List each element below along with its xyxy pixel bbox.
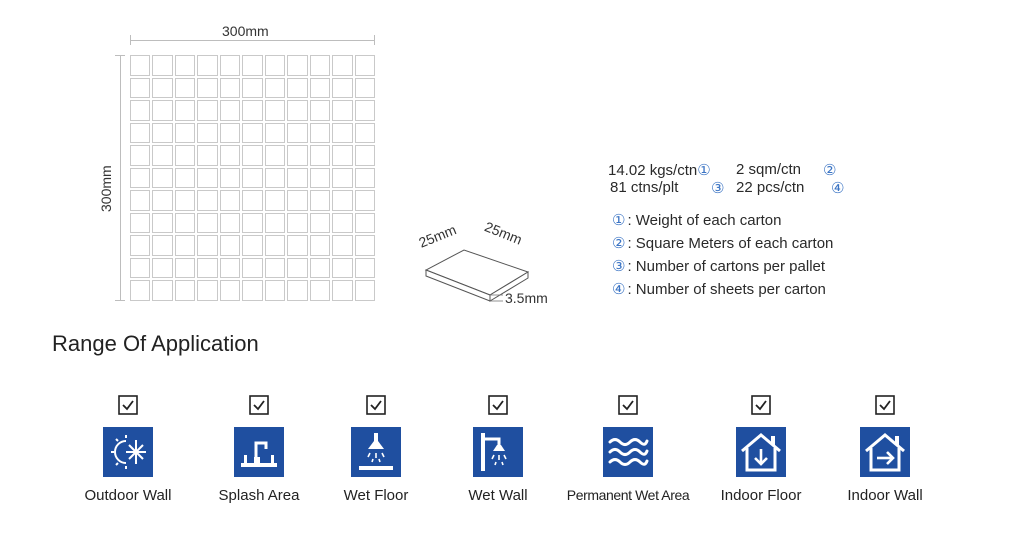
spec-sheets-per-carton: 22 pcs/ctn — [736, 179, 805, 196]
mosaic-chip — [287, 213, 307, 234]
mosaic-chip — [197, 235, 217, 256]
mosaic-chip — [332, 258, 352, 279]
application-label: Wet Wall — [468, 487, 528, 504]
mosaic-chip — [175, 235, 195, 256]
tile-height-label: 300mm — [98, 165, 114, 212]
mosaic-chip — [242, 213, 262, 234]
snowflake-sun-icon — [103, 427, 153, 477]
mosaic-chip — [355, 280, 375, 301]
mosaic-chip — [175, 280, 195, 301]
mosaic-chip — [197, 168, 217, 189]
legend-item: ② : Square Meters of each carton — [612, 235, 834, 252]
dimension-tick — [374, 35, 375, 45]
mosaic-chip — [130, 145, 150, 166]
mosaic-chip — [265, 258, 285, 279]
mosaic-chip — [152, 145, 172, 166]
mosaic-chip — [355, 123, 375, 144]
waves-icon — [603, 427, 653, 477]
mosaic-chip — [197, 190, 217, 211]
mosaic-chip — [130, 280, 150, 301]
mosaic-chip — [242, 145, 262, 166]
mosaic-chip — [130, 258, 150, 279]
mosaic-chip — [242, 100, 262, 121]
mosaic-chip — [130, 55, 150, 76]
mosaic-chip — [130, 100, 150, 121]
application-wet-floor — [311, 395, 441, 504]
mosaic-chip — [152, 190, 172, 211]
application-label: Outdoor Wall — [84, 487, 172, 504]
mosaic-chip — [355, 258, 375, 279]
section-title: Range Of Application — [52, 331, 259, 356]
mosaic-chip — [220, 145, 240, 166]
mosaic-chip — [242, 190, 262, 211]
mosaic-chip — [242, 78, 262, 99]
mosaic-chip — [265, 100, 285, 121]
mosaic-chip — [332, 280, 352, 301]
mosaic-chip — [310, 213, 330, 234]
legend-item: ④ : Number of sheets per carton — [612, 281, 826, 298]
dimension-tick — [115, 55, 125, 56]
shower-floor-icon — [351, 427, 401, 477]
mosaic-chip — [152, 280, 172, 301]
mosaic-chip — [197, 258, 217, 279]
mosaic-chip — [152, 258, 172, 279]
mosaic-chip — [332, 123, 352, 144]
mosaic-chip — [242, 280, 262, 301]
mosaic-chip — [152, 123, 172, 144]
house-right-icon — [860, 427, 910, 477]
mosaic-chip — [197, 78, 217, 99]
dimension-line-left — [120, 55, 121, 301]
mosaic-chip — [287, 190, 307, 211]
mosaic-chip — [310, 78, 330, 99]
mosaic-chip — [265, 145, 285, 166]
mosaic-chip — [220, 213, 240, 234]
marker-2: ② — [823, 162, 837, 179]
mosaic-chip — [310, 258, 330, 279]
application-outdoor-wall — [63, 395, 193, 504]
mosaic-chip — [242, 123, 262, 144]
checked-checkbox-icon — [249, 395, 269, 415]
mosaic-chip — [265, 235, 285, 256]
mosaic-chip — [287, 78, 307, 99]
application-label: Indoor Floor — [720, 487, 802, 504]
mosaic-chip — [220, 123, 240, 144]
mosaic-chip — [130, 235, 150, 256]
mosaic-chip — [265, 55, 285, 76]
marker-3: ③ — [711, 180, 725, 197]
spec-area: 2 sqm/ctn — [736, 161, 802, 178]
mosaic-chip — [355, 100, 375, 121]
wall-shower-icon — [473, 427, 523, 477]
mosaic-chip — [175, 168, 195, 189]
mosaic-chip — [152, 168, 172, 189]
mosaic-chip — [220, 280, 240, 301]
mosaic-chip — [332, 78, 352, 99]
mosaic-chip — [332, 168, 352, 189]
mosaic-chip — [220, 78, 240, 99]
checked-checkbox-icon — [366, 395, 386, 415]
checked-checkbox-icon — [751, 395, 771, 415]
mosaic-chip — [287, 235, 307, 256]
mosaic-chip — [220, 235, 240, 256]
chip-thickness-label: 3.5mm — [505, 290, 548, 306]
mosaic-chip — [310, 280, 330, 301]
application-label: Wet Floor — [343, 487, 409, 504]
marker-1: ① — [697, 162, 711, 179]
mosaic-chip — [310, 168, 330, 189]
mosaic-chip — [175, 145, 195, 166]
mosaic-chip — [175, 258, 195, 279]
mosaic-chip — [332, 55, 352, 76]
application-splash-area — [194, 395, 324, 504]
mosaic-chip — [220, 168, 240, 189]
checked-checkbox-icon — [488, 395, 508, 415]
mosaic-chip — [310, 235, 330, 256]
mosaic-chip — [220, 55, 240, 76]
dimension-tick — [130, 35, 131, 45]
mosaic-chip — [355, 78, 375, 99]
mosaic-chip — [332, 145, 352, 166]
mosaic-chip — [220, 258, 240, 279]
faucet-icon — [234, 427, 284, 477]
mosaic-chip — [310, 55, 330, 76]
mosaic-chip — [355, 213, 375, 234]
mosaic-chip — [310, 123, 330, 144]
checked-checkbox-icon — [618, 395, 638, 415]
mosaic-chip — [242, 258, 262, 279]
mosaic-chip — [175, 100, 195, 121]
mosaic-chip — [220, 190, 240, 211]
mosaic-chip — [265, 213, 285, 234]
mosaic-chip — [175, 213, 195, 234]
mosaic-chip — [242, 55, 262, 76]
mosaic-chip — [175, 190, 195, 211]
checked-checkbox-icon — [118, 395, 138, 415]
mosaic-chip — [287, 100, 307, 121]
mosaic-chip — [265, 280, 285, 301]
mosaic-chip — [265, 78, 285, 99]
mosaic-chip — [287, 168, 307, 189]
mosaic-chip — [265, 190, 285, 211]
spec-cartons-per-pallet: 81 ctns/plt — [610, 179, 679, 196]
mosaic-chip — [130, 78, 150, 99]
mosaic-chip — [175, 55, 195, 76]
mosaic-chip — [197, 280, 217, 301]
mosaic-chip — [130, 190, 150, 211]
chip-width-label: 25mm — [416, 221, 459, 251]
mosaic-chip — [355, 145, 375, 166]
application-label: Splash Area — [218, 487, 300, 504]
mosaic-chip — [152, 100, 172, 121]
checked-checkbox-icon — [875, 395, 895, 415]
mosaic-chip — [175, 123, 195, 144]
mosaic-chip — [197, 123, 217, 144]
mosaic-chip — [152, 55, 172, 76]
mosaic-chip — [310, 145, 330, 166]
marker-4: ④ — [831, 180, 845, 197]
mosaic-chip — [197, 100, 217, 121]
application-indoor-floor — [696, 395, 826, 504]
spec-weight: 14.02 kgs/ctn① — [608, 162, 711, 179]
mosaic-chip — [355, 55, 375, 76]
mosaic-chip — [310, 190, 330, 211]
mosaic-chip — [355, 235, 375, 256]
mosaic-chip — [355, 168, 375, 189]
mosaic-chip — [287, 55, 307, 76]
mosaic-chip — [130, 123, 150, 144]
application-label: Permanent Wet Area — [566, 487, 690, 503]
mosaic-chip — [152, 78, 172, 99]
mosaic-chip — [310, 100, 330, 121]
mosaic-chip — [265, 168, 285, 189]
mosaic-chip — [197, 55, 217, 76]
mosaic-chip — [332, 235, 352, 256]
mosaic-chip — [332, 190, 352, 211]
mosaic-chip — [287, 258, 307, 279]
house-down-icon — [736, 427, 786, 477]
mosaic-chip — [152, 235, 172, 256]
mosaic-chip — [242, 235, 262, 256]
mosaic-chip — [355, 190, 375, 211]
mosaic-sheet-grid — [130, 55, 375, 301]
dimension-line-top — [130, 40, 375, 41]
mosaic-chip — [287, 123, 307, 144]
tile-width-label: 300mm — [222, 23, 269, 39]
dimension-tick — [115, 300, 125, 301]
legend-item: ③ : Number of cartons per pallet — [612, 258, 826, 275]
application-wet-wall — [433, 395, 563, 504]
mosaic-chip — [220, 100, 240, 121]
mosaic-chip — [130, 213, 150, 234]
mosaic-chip — [332, 213, 352, 234]
application-indoor-wall — [820, 395, 950, 504]
legend-item: ① : Weight of each carton — [612, 212, 782, 229]
mosaic-chip — [287, 145, 307, 166]
mosaic-chip — [130, 168, 150, 189]
chip-length-label: 25mm — [482, 218, 525, 248]
mosaic-chip — [175, 78, 195, 99]
mosaic-chip — [332, 100, 352, 121]
mosaic-chip — [197, 213, 217, 234]
mosaic-chip — [197, 145, 217, 166]
mosaic-chip — [152, 213, 172, 234]
application-permanent-wet-area — [562, 395, 694, 503]
mosaic-chip — [287, 280, 307, 301]
mosaic-chip — [242, 168, 262, 189]
mosaic-chip — [265, 123, 285, 144]
application-label: Indoor Wall — [847, 487, 923, 504]
